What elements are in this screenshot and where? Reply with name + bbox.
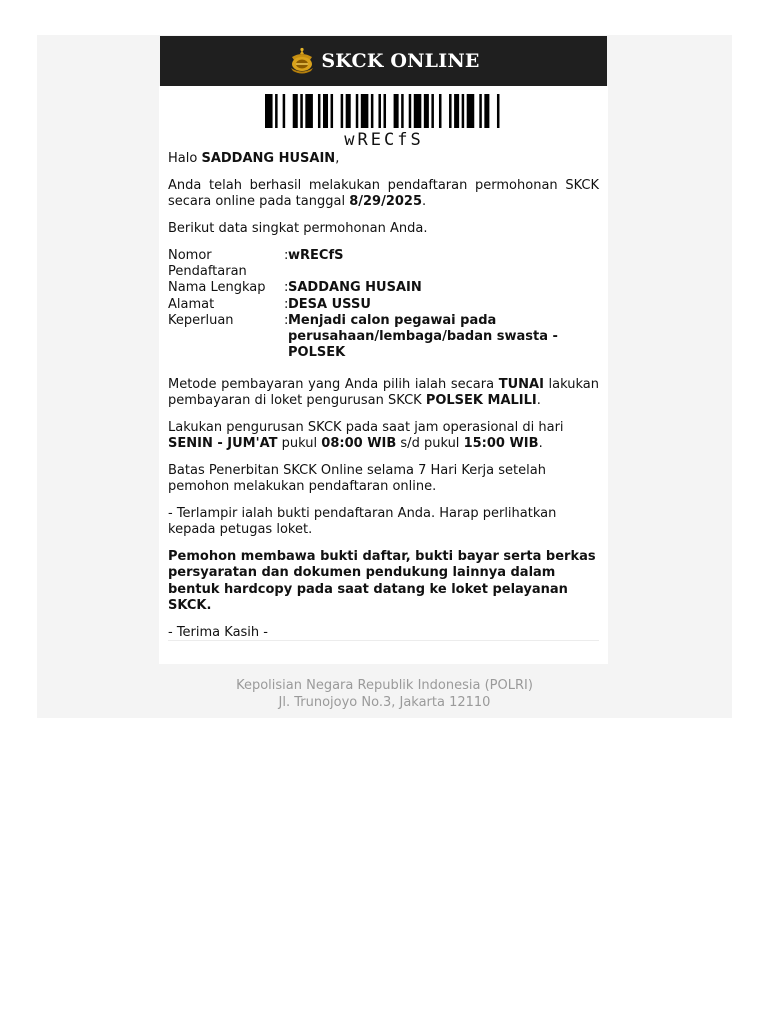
- payment-paragraph: Metode pembayaran yang Anda pilih ialah secara TUNAI lakukan pembayaran di loket pengurusan SKCK POLSEK MALILI.: [168, 376, 599, 409]
- start-time: 08:00 WIB: [321, 436, 397, 452]
- payment-method: TUNAI: [498, 376, 544, 392]
- detail-value: wRECfS: [288, 247, 344, 263]
- footer: [37, 678, 732, 711]
- header-title: SKCK ONLINE: [321, 50, 480, 72]
- notice-paragraph: Pemohon membawa bukti daftar, bukti bayar serta berkas persyaratan dan dokumen pendukung lainnya dalam bentuk hardcopy pada saat datang ke loket pelayanan SKCK.: [168, 549, 596, 614]
- deadline-paragraph: Batas Penerbitan SKCK Online selama 7 Hari Kerja setelah pemohon melakukan pendaftaran online.: [168, 462, 546, 495]
- detail-value: SADDANG HUSAIN: [288, 280, 422, 296]
- registration-date: 8/29/2025: [349, 194, 423, 210]
- skck-header: [160, 36, 607, 86]
- operating-days: SENIN - JUM'AT: [168, 436, 278, 452]
- divider: [168, 640, 599, 641]
- detail-value: Menjadi calon pegawai pada perusahaan/lembaga/badan swasta - POLSEK: [288, 312, 558, 361]
- header-logo: [287, 47, 479, 75]
- intro-paragraph: Anda telah berhasil melakukan pendaftaran permohonan SKCK secara online pada tanggal 8/29/2025.: [168, 177, 599, 210]
- detail-label: Keperluan: [168, 312, 234, 328]
- greeting: Halo SADDANG HUSAIN,: [168, 151, 340, 166]
- detail-row: Keperluan : Menjadi calon pegawai pada perusahaan/lembaga/badan swasta - POLSEK: [168, 313, 599, 362]
- police-emblem-icon: [287, 47, 317, 75]
- summary-text: Berikut data singkat permohonan Anda.: [168, 220, 428, 236]
- email-content: [168, 151, 599, 641]
- closing-text: - Terima Kasih -: [168, 624, 268, 640]
- footer-org: Kepolisian Negara Republik Indonesia (POLRI): [236, 678, 533, 693]
- footer-address: Jl. Trunojoyo No.3, Jakarta 12110: [278, 694, 491, 710]
- detail-row: Nama Lengkap : SADDANG HUSAIN: [168, 280, 599, 296]
- barcode-icon: [265, 94, 502, 128]
- payment-office: POLSEK MALILI: [425, 393, 537, 409]
- end-time: 15:00 WIB: [463, 436, 539, 452]
- detail-row: Alamat : DESA USSU: [168, 297, 599, 313]
- detail-label: Nomor Pendaftaran: [168, 247, 247, 279]
- attachment-paragraph: - Terlampir ialah bukti pendaftaran Anda. Harap perlihatkan kepada petugas loket.: [168, 506, 557, 538]
- detail-label: Nama Lengkap: [168, 280, 266, 296]
- detail-value: DESA USSU: [288, 296, 371, 312]
- details-list: [168, 248, 599, 362]
- barcode-text: wRECfS: [344, 130, 424, 150]
- hours-paragraph: Lakukan pengurusan SKCK pada saat jam operasional di hari SENIN - JUM'AT pukul 08:00 WIB s/d pukul 15:00 WIB.: [168, 419, 564, 452]
- applicant-name: SADDANG HUSAIN: [201, 151, 336, 166]
- detail-label: Alamat: [168, 296, 215, 312]
- detail-row: Nomor Pendaftaran : wRECfS: [168, 248, 599, 281]
